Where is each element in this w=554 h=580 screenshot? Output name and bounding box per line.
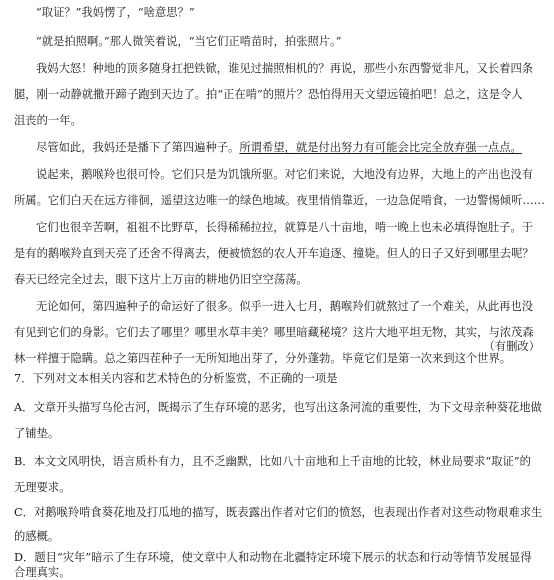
question-stem: 7．下列对文本相关内容和艺术特色的分析鉴赏，不正确的一项是 bbox=[14, 372, 338, 385]
option-c-line-2: 的感概。 bbox=[14, 530, 60, 543]
option-b-line-2: 无理要求。 bbox=[14, 481, 71, 494]
passage-paragraph-2: “就是拍照啊。”那人微笑着说，“当它们正啃苗时，拍张照片。” bbox=[36, 35, 342, 48]
passage-paragraph-7-line-1: 无论如何，第四遍种子的命运好了很多。似乎一进入七月，鹅喉羚们就熬过了一个难关，从此再也没 bbox=[36, 300, 534, 313]
passage-paragraph-6-line-2: 是有的鹅喉羚直到天亮了还舍不得离去，便被愤怒的农人开车追逐、撞毙。但人的日子又好到哪里去呢？ bbox=[14, 247, 534, 260]
passage-paragraph-5-line-2: 所属。它们白天在远方徘徊，遥望这边唯一的绿色地域。夜里悄悄靠近，一边急促啃食，一边警惕倾听…… bbox=[14, 194, 545, 207]
passage-paragraph-5-line-1: 说起来，鹅喉羚也很可怜。它们只是为饥饿所驱。对它们来说，大地没有边界，大地上的产出也没有 bbox=[36, 168, 534, 181]
paragraph-4-text: 尽管如此，我妈还是播下了第四遍种子。 bbox=[36, 141, 240, 154]
passage-paragraph-3-line-1: 我妈大怒！种地的顶多随身扛把铁锨，谁见过揣照相机的？再说，那些小东西警觉非凡，又长着四条 bbox=[36, 62, 534, 75]
passage-paragraph-3-line-3: 沮丧的一年。 bbox=[14, 114, 82, 127]
passage-paragraph-6-line-3: 春天已经完全过去，眼下这片上万亩的耕地仍旧空空荡荡。 bbox=[14, 273, 308, 286]
underlined-sentence: 所谓希望，就是付出努力有可能会比完全放弃强一点点。 bbox=[239, 141, 522, 154]
passage-paragraph-3-line-2: 腿，刚一动静就撒开蹄子跑到天边了。拍“正在啃”的照片？恐怕得用天文望远镜拍吧！总之，这是令人 bbox=[14, 88, 523, 101]
source-note: （有删改） bbox=[483, 340, 540, 353]
option-b-line-1: B．本文文风明快，语言质朴有力，且不乏幽默，比如八十亩地和上千亩地的比较，林业局要求“取证”的 bbox=[14, 455, 531, 468]
option-c-line-1: C．对鹅喉羚啃食葵花地及打瓜地的描写，既表露出作者对它们的愤怒，也表现出作者对这些动物艰难求生 bbox=[14, 506, 543, 519]
option-a-line-1: A．文章开头描写乌伦古河，既揭示了生存环境的恶劣，也写出这条河流的重要性，为下文母亲种葵花地做 bbox=[14, 401, 542, 414]
passage-paragraph-4 bbox=[36, 141, 522, 155]
option-a-line-2: 了铺垫。 bbox=[14, 427, 60, 440]
option-d-line-1: D．题目“灾年”暗示了生存环境，使文章中人和动物在北疆特定环境下展示的状态和行动等情节发展显得 bbox=[14, 551, 532, 564]
passage-paragraph-6-line-1: 它们也很辛苦啊，祖祖不比野草，长得稀稀拉拉，就算是八十亩地，啃一晚上也未必填得饱肚子。于 bbox=[36, 221, 534, 234]
passage-paragraph-7-line-2: 有见到它们的身影。它们去了哪里？哪里水草丰美？哪里暗藏秘境？这片大地平坦无物，其实，与浓茂森 bbox=[14, 326, 534, 339]
option-d-line-2: 合理真实。 bbox=[14, 566, 71, 579]
passage-paragraph-7-line-3: 林一样擅于隐瞒。总之第四茬种子一无所知地出芽了，分外蓬勃。毕竟它们是第一次来到这个世界。 bbox=[14, 352, 512, 365]
passage-paragraph-1: “取证？”我妈愣了，“啥意思？” bbox=[36, 6, 195, 19]
